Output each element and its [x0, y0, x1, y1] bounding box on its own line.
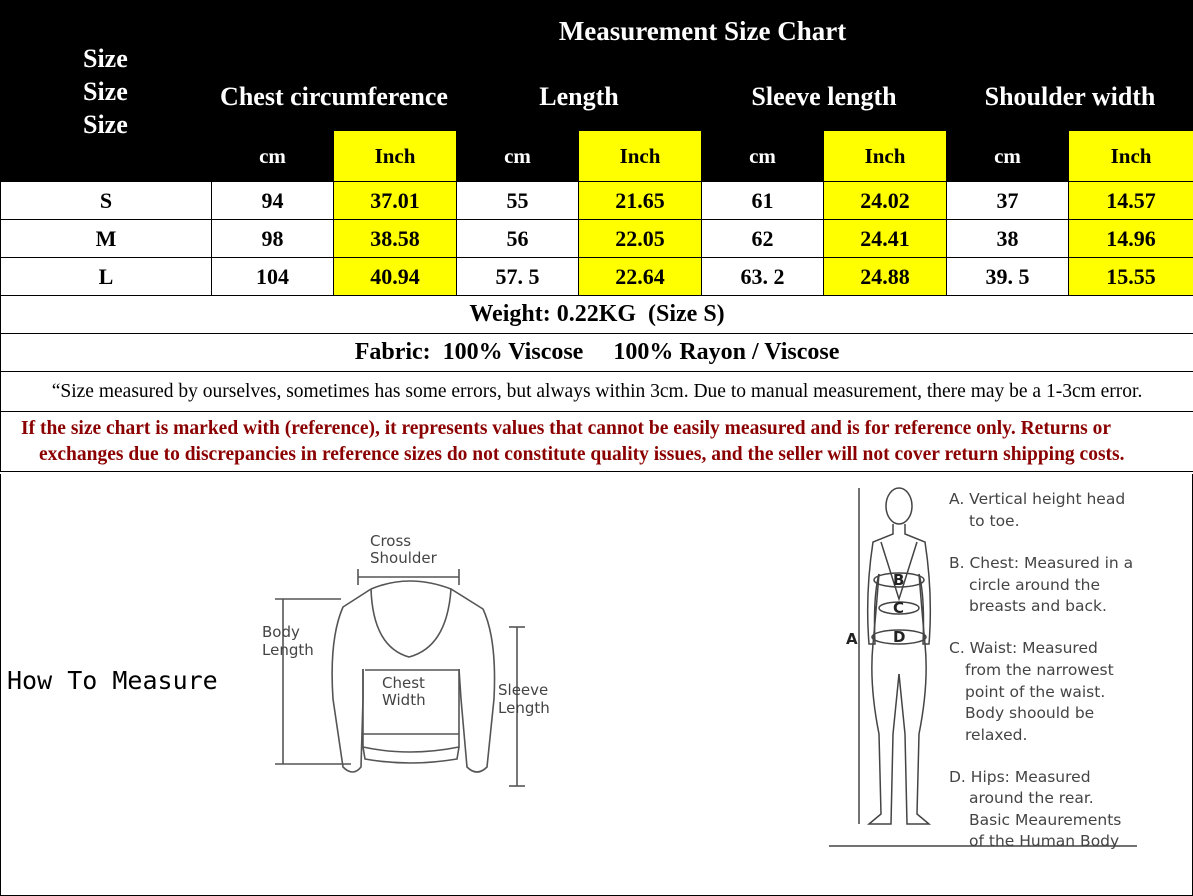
note-c-line: C. Waist: Measured — [949, 639, 1098, 657]
garment-diagram — [251, 529, 571, 804]
note-c-line: from the narrowest — [965, 661, 1114, 679]
cell-inch: 22.05 — [579, 220, 702, 258]
note-d-line: around the rear. — [969, 789, 1094, 807]
size-label: L — [1, 258, 212, 296]
cell-cm: 37 — [947, 182, 1069, 220]
unit-cm: cm — [702, 131, 824, 182]
unit-inch: Inch — [824, 131, 947, 182]
size-header-line: Size — [83, 76, 128, 106]
how-to-measure-section — [0, 474, 1193, 896]
chart-title: Measurement Size Chart — [212, 1, 1193, 63]
weight-note: Weight: 0.22KG (Size S) — [1, 296, 1193, 334]
cross-shoulder-label: Shoulder — [370, 549, 437, 567]
unit-cm: cm — [457, 131, 579, 182]
figure-letter-d: D — [893, 628, 906, 646]
size-header-line: Size — [83, 43, 128, 73]
cross-shoulder-label: Cross — [370, 532, 412, 550]
note-a-line: to toe. — [969, 512, 1020, 530]
note-d-line: Basic Meaurements — [969, 811, 1122, 829]
cell-inch: 24.02 — [824, 182, 947, 220]
cell-cm: 94 — [212, 182, 334, 220]
category-sleeve: Sleeve length — [702, 63, 947, 131]
cell-inch: 22.64 — [579, 258, 702, 296]
sleeve-length-label: Length — [498, 699, 550, 717]
note-c-line: relaxed. — [965, 726, 1028, 744]
cell-cm: 56 — [457, 220, 579, 258]
cell-inch: 15.55 — [1069, 258, 1193, 296]
note-c-line: Body shoould be — [965, 704, 1095, 722]
category-shoulder: Shoulder width — [947, 63, 1193, 131]
reference-warning — [1, 412, 1193, 472]
unit-cm: cm — [212, 131, 334, 182]
cell-inch: 14.96 — [1069, 220, 1193, 258]
figure-letter-b: B — [893, 571, 905, 589]
note-d-line: D. Hips: Measured — [949, 768, 1091, 786]
cell-inch: 24.88 — [824, 258, 947, 296]
category-chest: Chest circumference — [212, 63, 457, 131]
cell-cm: 104 — [212, 258, 334, 296]
warning-line: If the size chart is marked with (reference), it represents values that cannot be easily measured and is for reference only. Returns or — [21, 417, 1112, 439]
body-figure-diagram — [829, 484, 1159, 864]
cell-cm: 98 — [212, 220, 334, 258]
size-header-line: Size — [83, 109, 128, 139]
note-a-line: A. Vertical height head — [949, 490, 1126, 508]
note-b-line: circle around the — [969, 576, 1101, 594]
disclaimer-note: “Size measured by ourselves, sometimes has some errors, but always within 3cm. Due to manual measurement, there may be a 1-3cm error. — [1, 372, 1193, 412]
cell-cm: 62 — [702, 220, 824, 258]
table-row — [1, 220, 1193, 258]
body-length-label: Body — [262, 623, 300, 641]
cell-cm: 57. 5 — [457, 258, 579, 296]
fabric-note: Fabric: 100% Viscose 100% Rayon / Viscose — [1, 334, 1193, 372]
cell-inch: 14.57 — [1069, 182, 1193, 220]
unit-inch: Inch — [1069, 131, 1193, 182]
chest-width-label: Width — [382, 691, 426, 709]
how-to-measure-label: How To Measure — [7, 666, 218, 695]
cell-inch: 24.41 — [824, 220, 947, 258]
body-length-label: Length — [262, 641, 314, 659]
unit-cm: cm — [947, 131, 1069, 182]
cell-inch: 40.94 — [334, 258, 457, 296]
figure-letter-c: C — [893, 599, 905, 617]
cell-cm: 61 — [702, 182, 824, 220]
table-row — [1, 258, 1193, 296]
table-row — [1, 182, 1193, 220]
unit-inch: Inch — [334, 131, 457, 182]
note-c-line: point of the waist. — [965, 683, 1106, 701]
warning-line: exchanges due to discrepancies in reference sizes do not constitute quality issues, and the seller will not cover return shipping costs. — [39, 443, 1125, 465]
category-length: Length — [457, 63, 702, 131]
cell-inch: 37.01 — [334, 182, 457, 220]
cell-cm: 38 — [947, 220, 1069, 258]
note-b-line: B. Chest: Measured in a — [949, 554, 1134, 572]
chest-width-label: Chest — [382, 674, 425, 692]
unit-inch: Inch — [579, 131, 702, 182]
cell-inch: 38.58 — [334, 220, 457, 258]
size-label: S — [1, 182, 212, 220]
size-label: M — [1, 220, 212, 258]
cell-cm: 55 — [457, 182, 579, 220]
figure-letter-a: A — [846, 630, 858, 648]
cell-inch: 21.65 — [579, 182, 702, 220]
cell-cm: 39. 5 — [947, 258, 1069, 296]
cell-cm: 63. 2 — [702, 258, 824, 296]
size-header — [1, 1, 212, 182]
sleeve-length-label: Sleeve — [498, 681, 549, 699]
note-b-line: breasts and back. — [969, 597, 1107, 615]
note-d-line: of the Human Body — [969, 832, 1120, 850]
